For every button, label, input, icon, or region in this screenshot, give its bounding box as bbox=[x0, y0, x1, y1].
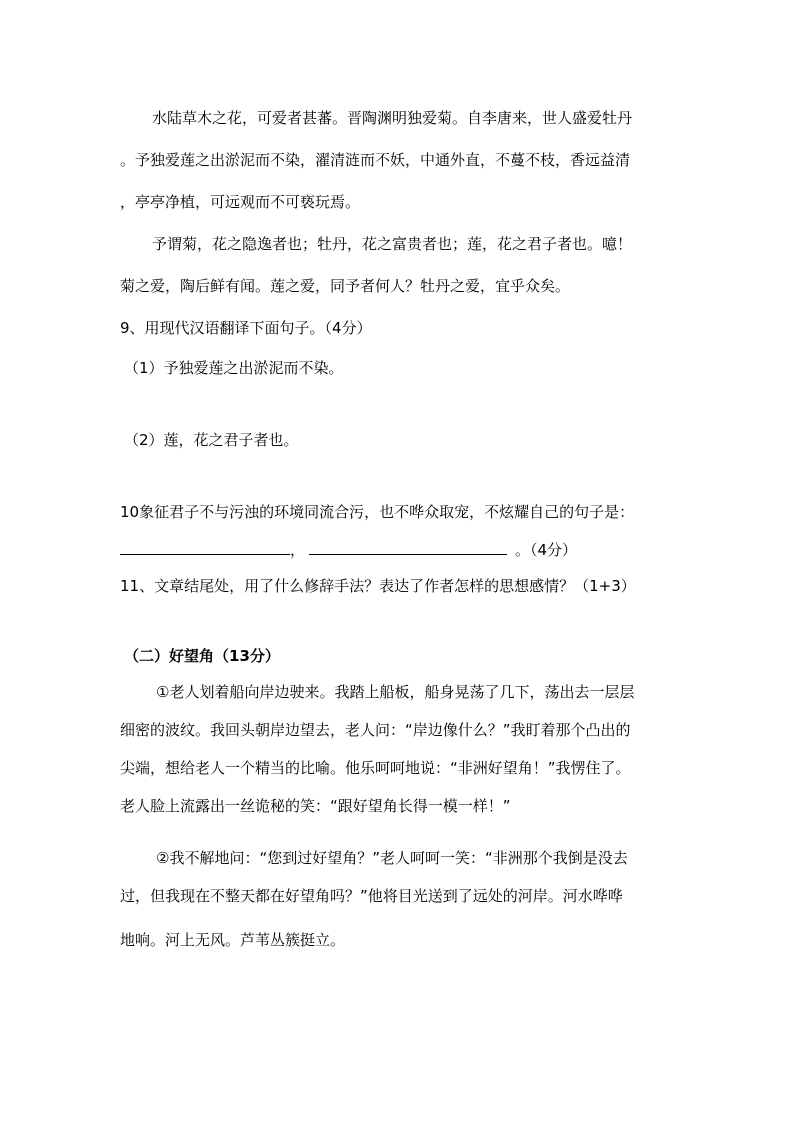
passage-line: 予谓菊，花之隐逸者也；牡丹，花之富贵者也；莲，花之君子者也。噫！ bbox=[152, 235, 633, 253]
passage-line: 地响。河上无风。芦苇丛簇挺立。 bbox=[120, 931, 346, 949]
question-10-points: 。（4分） bbox=[515, 541, 578, 559]
question-11: 11、文章结尾处，用了什么修辞手法？表达了作者怎样的思想感情？（1+3） bbox=[120, 577, 636, 595]
question-9-part-1: （1）予独爱莲之出淤泥而不染。 bbox=[124, 359, 344, 377]
passage-line: 。予独爱莲之出淤泥而不染，濯清涟而不妖，中通外直，不蔓不枝，香远益清 bbox=[120, 151, 631, 169]
blank-separator: ， bbox=[290, 541, 306, 559]
question-10-answer-line bbox=[120, 540, 577, 560]
passage-line: 菊之爱，陶后鲜有闻。莲之爱，同予者何人？牡丹之爱，宜乎众矣。 bbox=[120, 277, 571, 295]
passage-line: ，亭亭净植，可远观而不可亵玩焉。 bbox=[120, 193, 361, 211]
section-heading: （二）好望角（13分） bbox=[124, 647, 280, 665]
question-10: 10象征君子不与污浊的环境同流合污，也不哗众取宠，不炫耀自己的句子是： bbox=[120, 503, 635, 521]
passage-line: ①老人划着船向岸边驶来。我踏上船板，船身晃荡了几下，荡出去一层层 bbox=[156, 683, 635, 701]
answer-blank-2[interactable] bbox=[309, 540, 507, 555]
passage-line: ②我不解地问：“您到过好望角？”老人呵呵一笑：“非洲那个我倒是没去 bbox=[156, 849, 628, 867]
question-9-part-2: （2）莲，花之君子者也。 bbox=[124, 431, 299, 449]
question-9: 9、用现代汉语翻译下面句子。（4分） bbox=[120, 319, 372, 337]
passage-line: 细密的波纹。我回头朝岸边望去，老人问：“岸边像什么？”我盯着那个凸出的 bbox=[120, 721, 631, 739]
passage-line: 尖端，想给老人一个精当的比喻。他乐呵呵地说：“非洲好望角！”我愣住了。 bbox=[120, 759, 631, 777]
passage-line: 过，但我现在不整天都在好望角吗？”他将目光送到了远处的河岸。河水哗哗 bbox=[120, 887, 623, 905]
passage-line: 水陆草木之花，可爱者甚蕃。晋陶渊明独爱菊。自李唐来，世人盛爱牡丹 bbox=[152, 109, 633, 127]
answer-blank-1[interactable] bbox=[120, 540, 290, 555]
passage-line: 老人脸上流露出一丝诡秘的笑：“跟好望角长得一模一样！” bbox=[120, 797, 511, 815]
